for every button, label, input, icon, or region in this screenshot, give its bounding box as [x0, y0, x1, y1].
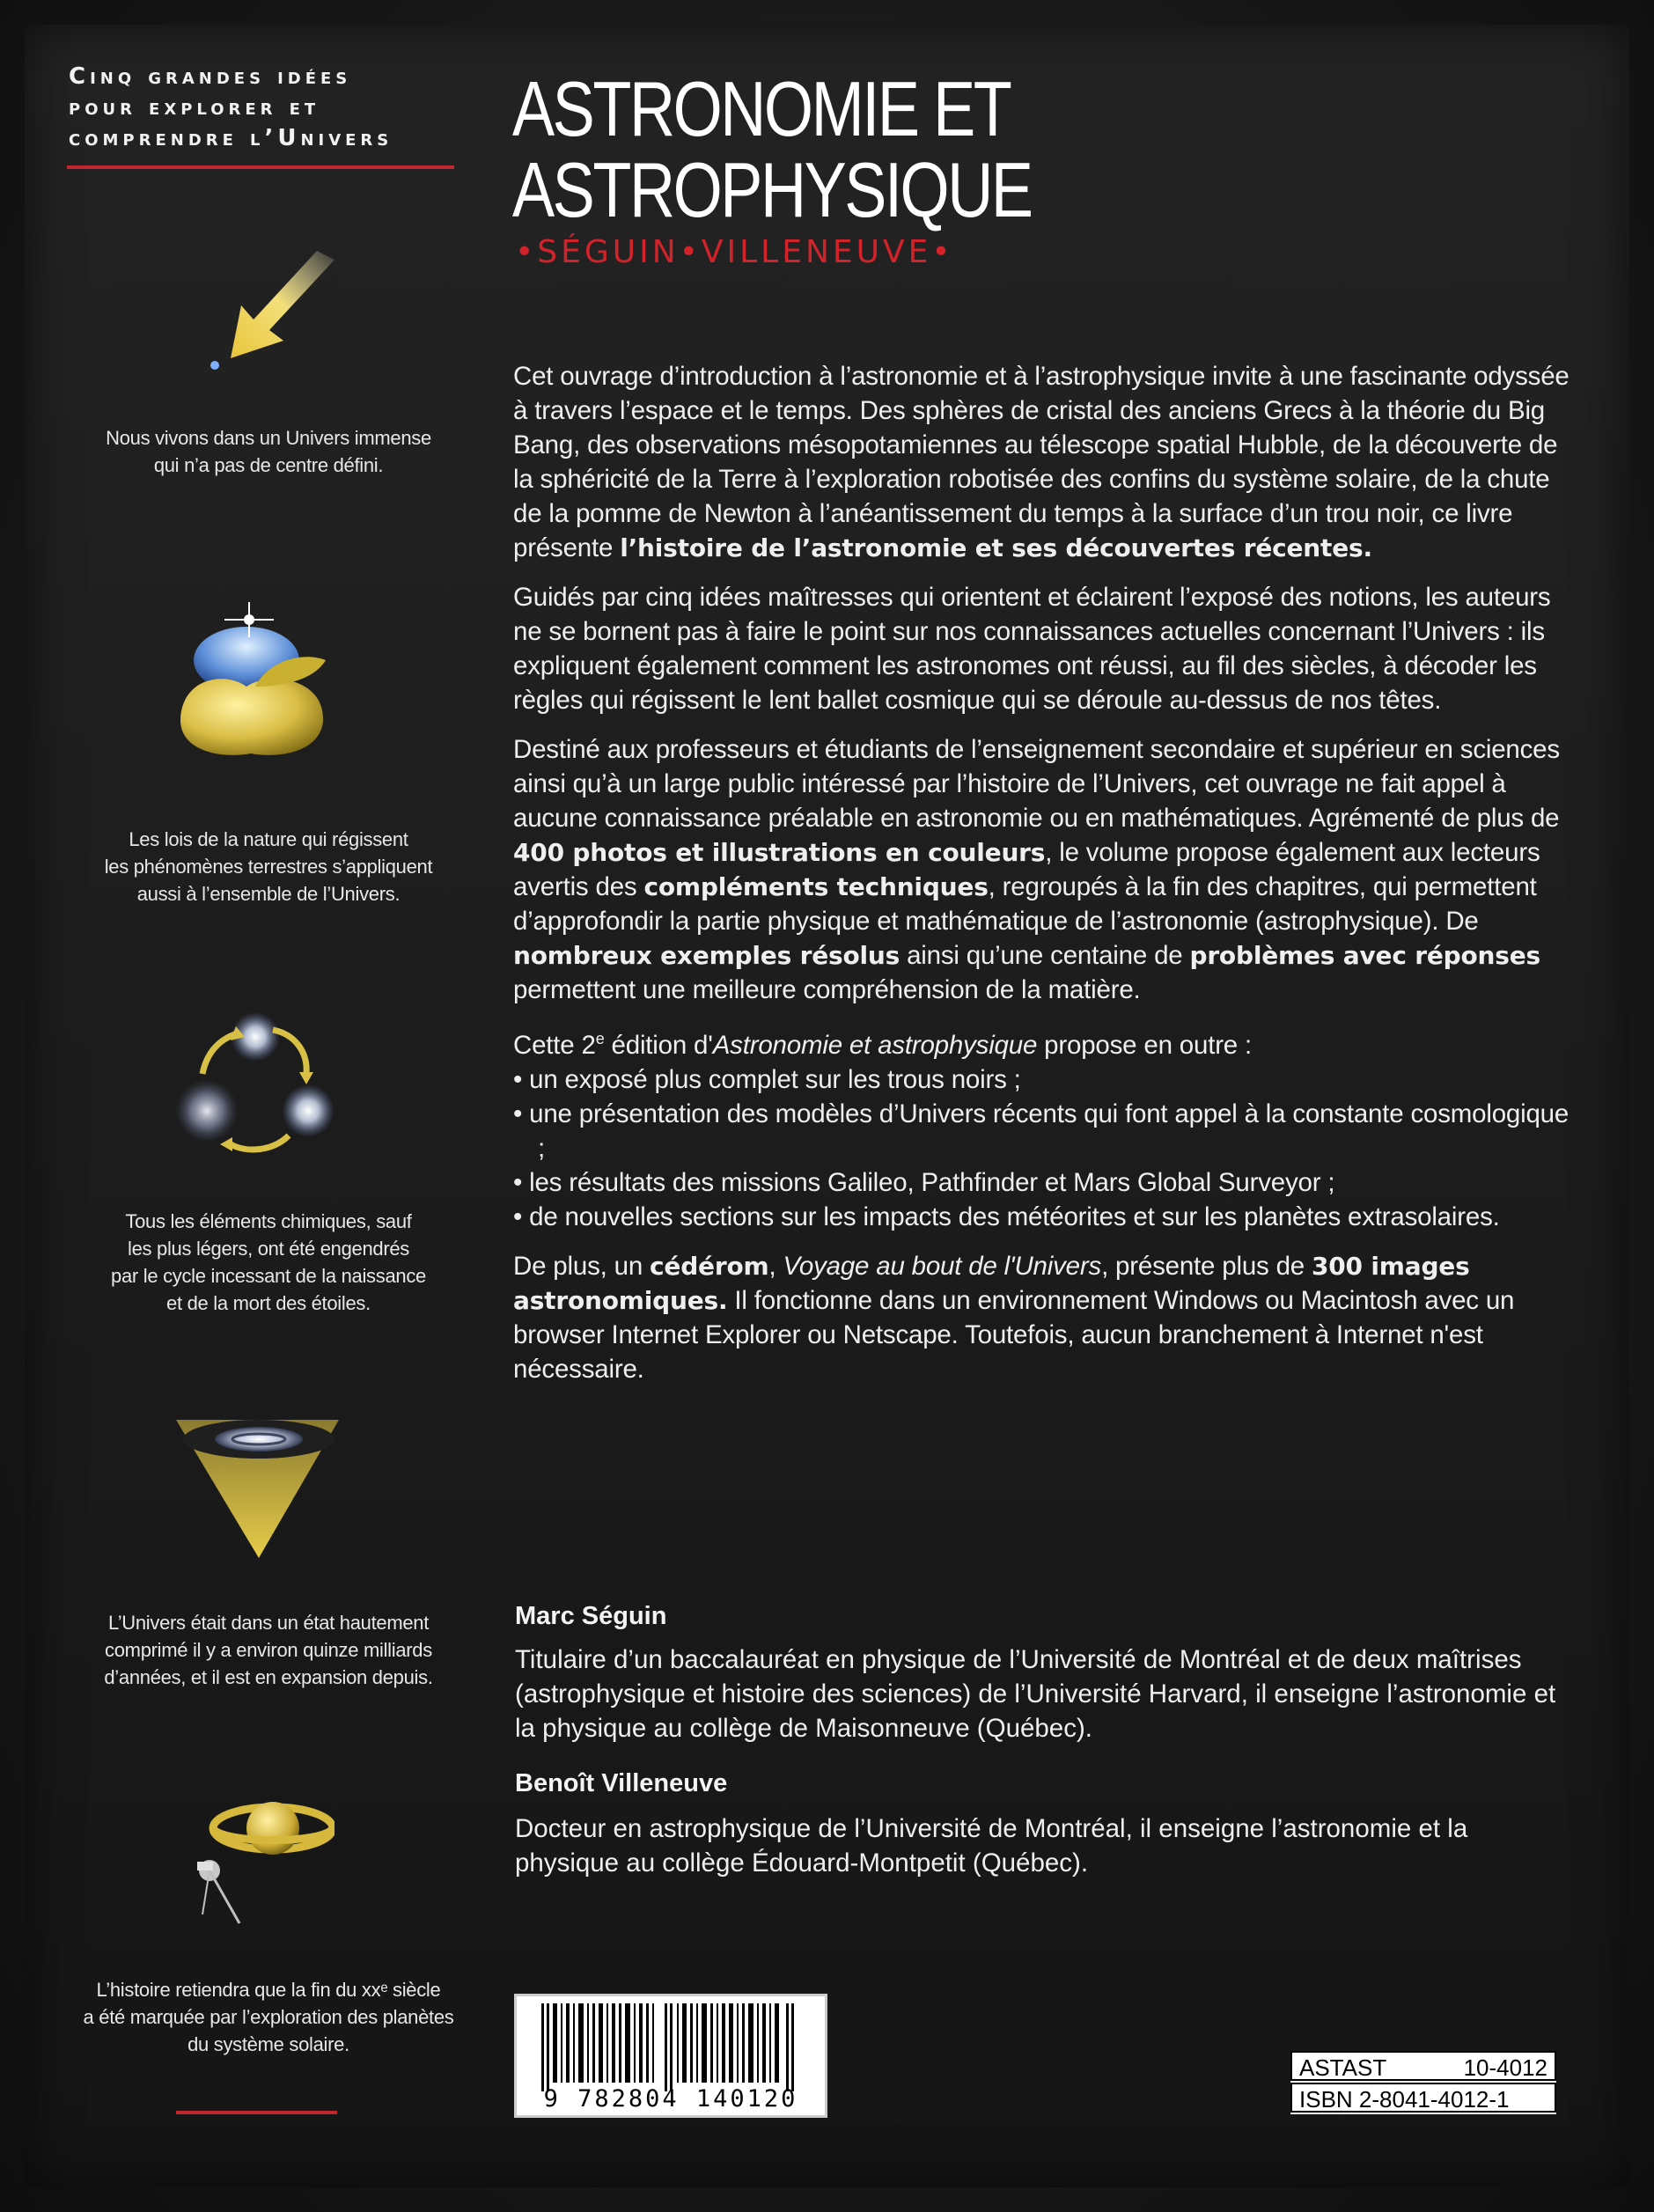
author-name: Benoît Villeneuve: [515, 1769, 728, 1797]
author-bio: Docteur en astrophysique de l’Université de Montréal, il enseigne l’astronomie et la physique au collège Édouard-Montpetit (Québec).: [515, 1814, 1468, 1878]
stellar-cycle-icon: [167, 1012, 343, 1162]
caption-line: les plus légers, ont été engendrés: [127, 1238, 409, 1260]
tagline-line: Cinq grandes idées: [69, 63, 352, 90]
caption-line: a été marquée par l’exploration des planètes: [83, 2006, 454, 2028]
paragraph-5: De plus, un cédérom, Voyage au bout de l'Univers, présente plus de 300 images astronomiques. Il fonctionne dans un environnement Windows ou Macintosh avec un browser Internet Explorer ou Netscape. Toutefois, aucun branchement à Internet n'est nécessaire.: [513, 1251, 1515, 1384]
saturn-probe-icon: [185, 1791, 334, 1932]
paragraph-1: Cet ouvrage d’introduction à l’astronomie et à l’astrophysique invite à une fascinante odyssée à travers l’espace et le temps. Des sphères de cristal des anciens Grecs à la théorie du Big Bang, des observations mésopotamiennes au télescope spatial Hubble, de la découverte de la sphéricité de la Terre à l’exploration robotisée des confins du système solaire, de la chute de la pomme de Newton à l’anéantissement du temps à la surface d’un trou noir, ce livre présente l’histoire de l’astronomie et ses découvertes récentes.: [513, 362, 1569, 562]
feature-list: [513, 1062, 1569, 1234]
tagline-line: pour explorer et: [69, 94, 320, 121]
barcode: [514, 1994, 827, 2118]
title-line: ASTROPHYSIQUE: [512, 146, 1032, 233]
caption-line: par le cycle incessant de la naissance: [111, 1265, 426, 1287]
list-item: • une présentation des modèles d’Univers récents qui font appel à la constante cosmologique ;: [513, 1097, 1569, 1165]
list-item: • de nouvelles sections sur les impacts des météorites et sur les planètes extrasolaires.: [513, 1200, 1569, 1234]
caption-line: aussi à l’ensemble de l’Univers.: [136, 883, 401, 905]
title-line: ASTRONOMIE ET: [512, 65, 1011, 152]
apple-earth-icon: [172, 599, 339, 766]
caption-line: comprimé il y a environ quinze milliards: [105, 1639, 432, 1661]
caption-4: [75, 1609, 462, 1691]
caption-line: Tous les éléments chimiques, sauf: [125, 1210, 412, 1232]
caption-line: L’histoire retiendra que la fin du xxᵉ siècle: [96, 1979, 441, 2001]
tagline-rule: [67, 165, 454, 169]
isbn-number: ISBN 2-8041-4012-1: [1299, 2086, 1510, 2113]
isbn-number-row: [1290, 2083, 1556, 2113]
barcode-bars: [517, 2003, 825, 2091]
caption-line: L’Univers était dans un état hautement: [107, 1612, 430, 1634]
caption-2: [75, 826, 462, 908]
isbn-code-right: 10-4012: [1463, 2054, 1547, 2081]
tagline-line: comprendre l’Univers: [69, 125, 393, 151]
caption-3: [75, 1208, 462, 1317]
author-bio: Titulaire d’un baccalauréat en physique de l’Université de Montréal et de deux maîtrises (astrophysique et histoire des sciences) de l’Université Harvard, il enseigne l’astronomie et la physique au collège de Maisonneuve (Québec).: [515, 1645, 1556, 1743]
paragraph-3: Destiné aux professeurs et étudiants de l’enseignement secondaire et supérieur en sciences ainsi qu’à un large public intéressé par l’histoire de l’Univers, cet ouvrage ne fait appel à aucune connaissance préalable en astronomie ou en mathématiques. Agrémenté de plus de 400 photos et illustrations en couleurs, le volume propose également aux lecteurs avertis des compléments techniques, regroupés à la fin des chapitres, qui permettent d’approfondir la partie physique et mathématique de l’astronomie (astrophysique). De nombreux exemples résolus ainsi qu’une centaine de problèmes avec réponses permettent une meilleure compréhension de la matière.: [513, 735, 1560, 1004]
list-item: • un exposé plus complet sur les trous noirs ;: [513, 1062, 1569, 1097]
list-item: • les résultats des missions Galileo, Pathfinder et Mars Global Surveyor ;: [513, 1165, 1569, 1200]
paragraph-4: Cette 2e édition d'Astronomie et astrophysique propose en outre :: [513, 1030, 1253, 1060]
caption-line: du système solaire.: [187, 2033, 349, 2055]
caption-5: [75, 1976, 462, 2058]
caption-line: et de la mort des étoiles.: [166, 1292, 371, 1314]
caption-line: Les lois de la nature qui régissent: [129, 828, 408, 850]
sidebar-tagline: [69, 62, 456, 154]
arrow-light-icon: [202, 251, 343, 374]
author-name: Marc Séguin: [515, 1602, 667, 1630]
caption-line: qui n’a pas de centre défini.: [153, 454, 384, 476]
caption-1: [75, 424, 462, 479]
barcode-digits: 9 782804 140120: [543, 2085, 798, 2113]
isbn-box: [1290, 2051, 1556, 2114]
description: [513, 359, 1569, 1401]
isbn-code-row: [1290, 2051, 1556, 2081]
book-title: [512, 65, 1032, 233]
galaxy-cone-icon: [176, 1413, 343, 1562]
paragraph-2: Guidés par cinq idées maîtresses qui orientent et éclairent l’exposé des notions, les auteurs ne se bornent pas à faire le point sur nos connaissances actuelles concernant l’Univers : ils expliquent également comment les astronomes ont réussi, au fil des siècles, à décoder les règles qui régissent le lent ballet cosmique qui se déroule au-dessus de nos têtes.: [513, 583, 1551, 715]
title-authors: •SÉGUIN•VILLENEUVE•: [515, 234, 954, 270]
footer-rule: [176, 2111, 337, 2114]
caption-line: les phénomènes terrestres s’appliquent: [104, 856, 433, 878]
isbn-code-left: ASTAST: [1299, 2054, 1387, 2081]
caption-line: d’années, et il est en expansion depuis.: [104, 1666, 433, 1688]
caption-line: Nous vivons dans un Univers immense: [106, 427, 431, 449]
